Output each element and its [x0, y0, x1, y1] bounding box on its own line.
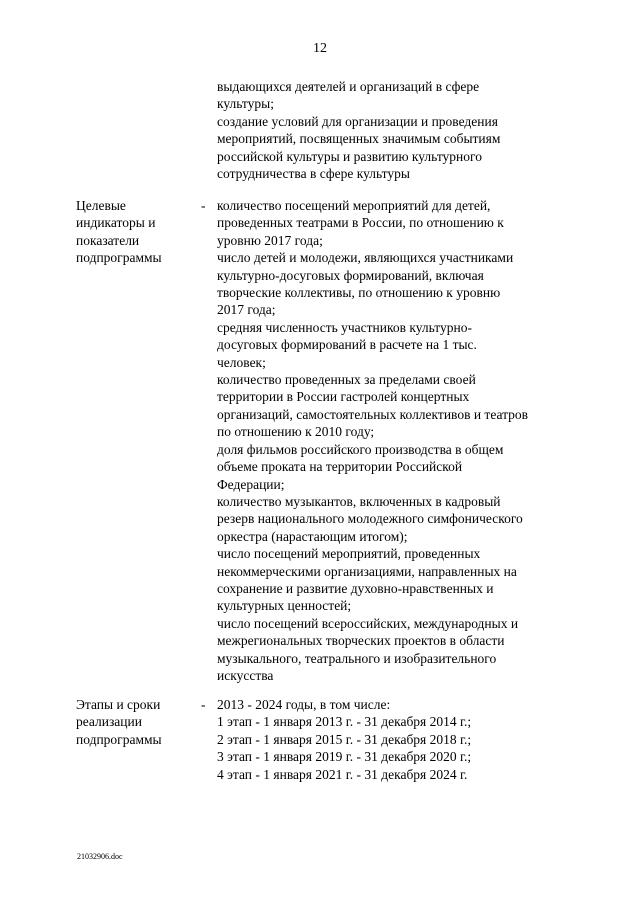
text-line: человек; [217, 354, 266, 370]
label-line: подпрограммы [76, 731, 162, 747]
text-line: территории в России гастролей концертных [217, 389, 470, 405]
text-line: количество музыкантов, включенных в кадровый [217, 493, 501, 509]
text-line: количество проведенных за пределами своей [217, 372, 476, 388]
text-line: средняя численность участников культурно- [217, 319, 472, 335]
text-line: проведенных театрами в России, по отношению к [217, 215, 504, 231]
text-line: 1 этап - 1 января 2013 г. - 31 декабря 2014 г.; [217, 714, 472, 730]
text-line: межрегиональных творческих проектов в области [217, 633, 505, 649]
indicators-label [76, 197, 204, 267]
text-line: организаций, самостоятельных коллективов и театров [217, 406, 529, 422]
stages-content [217, 696, 577, 783]
text-line: музыкального, театрального и изобразительного [217, 650, 497, 666]
text-line: создание условий для организации и проведения [217, 113, 498, 129]
text-line: резерв национального молодежного симфонического [217, 511, 523, 527]
label-line: Этапы и сроки [76, 697, 161, 712]
text-line: 4 этап - 1 января 2021 г. - 31 декабря 2024 г. [217, 766, 468, 782]
text-line: число детей и молодежи, являющихся участниками [217, 250, 514, 266]
text-line: досуговых формирований в расчете на 1 тыс. [217, 337, 477, 353]
text-line: российской культуры и развитию культурного [217, 148, 482, 164]
text-line: культурно-досуговых формирований, включая [217, 267, 484, 283]
text-line: число посещений всероссийских, международных и [217, 615, 519, 631]
label-line: Целевые [76, 198, 126, 213]
text-line: объеме проката на территории Российской [217, 459, 463, 475]
text-line: культурных ценностей; [217, 598, 352, 614]
text-line: культуры; [217, 96, 274, 112]
text-line: 2017 года; [217, 302, 276, 318]
text-line: мероприятий, посвященных значимым событиям [217, 131, 501, 147]
label-line: реализации [76, 714, 142, 730]
text-line: сохранение и развитие духовно-нравственных и [217, 580, 494, 596]
text-line: оркестра (нарастающим итогом); [217, 528, 408, 544]
text-line: творческие коллективы, по отношению к уровню [217, 285, 501, 301]
text-line: 2013 - 2024 годы, в том числе: [217, 697, 391, 712]
text-line: 2 этап - 1 января 2015 г. - 31 декабря 2018 г.; [217, 731, 472, 747]
text-line: сотрудничества в сфере культуры [217, 166, 410, 182]
text-line: уровню 2017 года; [217, 232, 323, 248]
label-line: подпрограммы [76, 250, 162, 266]
page-number: 12 [313, 41, 327, 56]
stages-dash: - [201, 697, 206, 712]
intro-text [217, 78, 577, 182]
document-filename: 21032906.doc [77, 852, 123, 861]
text-line: Федерации; [217, 476, 285, 492]
text-line: 3 этап - 1 января 2019 г. - 31 декабря 2020 г.; [217, 749, 472, 765]
text-line: некоммерческими организациями, направленных на [217, 563, 517, 579]
indicators-content [217, 197, 577, 684]
label-line: показатели [76, 232, 140, 248]
text-line: выдающихся деятелей и организаций в сфере [217, 79, 480, 94]
label-line: индикаторы и [76, 215, 156, 231]
text-line: доля фильмов российского производства в общем [217, 441, 504, 457]
text-line: искусства [217, 667, 274, 683]
text-line: количество посещений мероприятий для детей, [217, 198, 491, 213]
text-line: число посещений мероприятий, проведенных [217, 546, 481, 562]
indicators-dash: - [201, 198, 206, 213]
stages-label [76, 696, 204, 748]
text-line: по отношению к 2010 году; [217, 424, 375, 440]
